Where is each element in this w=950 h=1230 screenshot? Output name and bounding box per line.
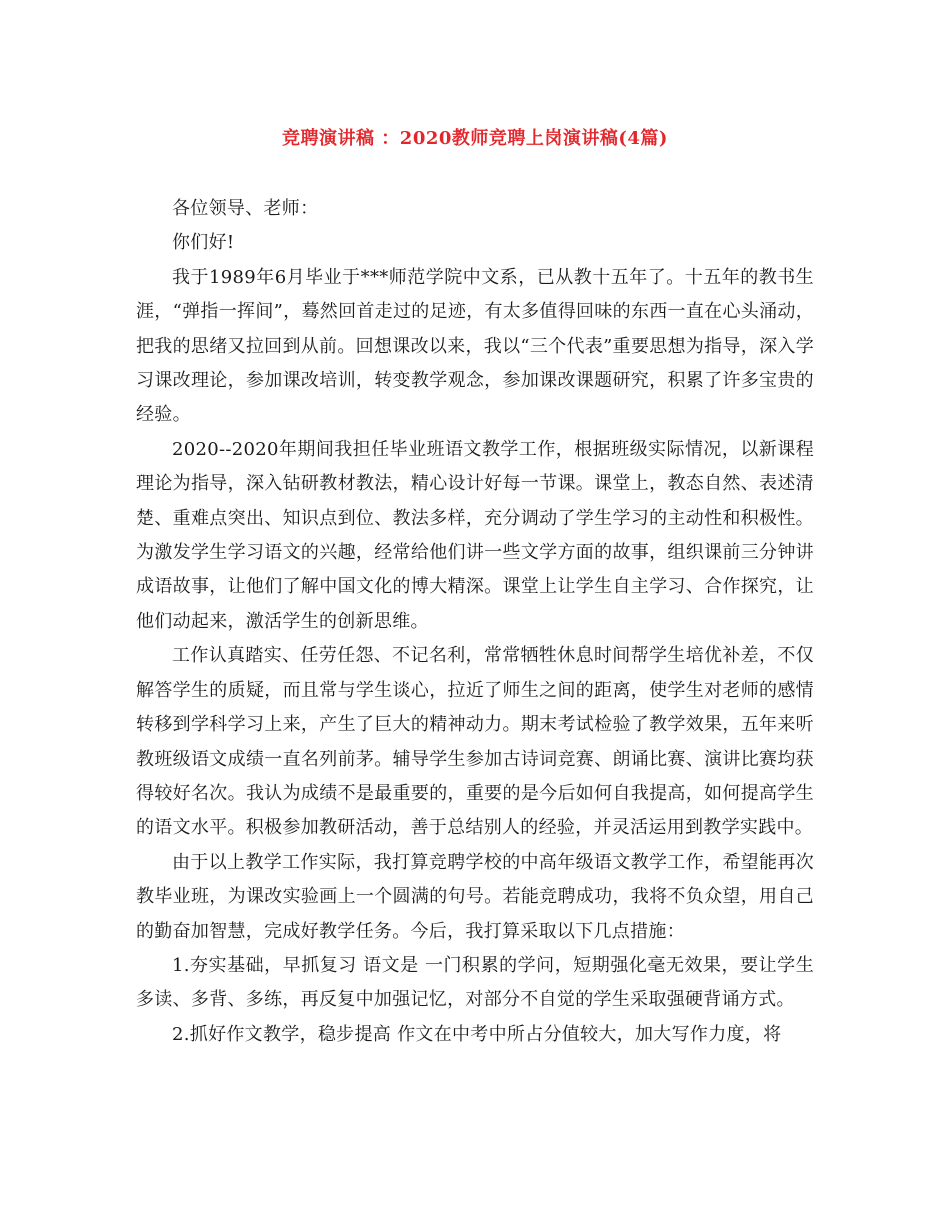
document-title: 竞聘演讲稿 ：2020教师竞聘上岗演讲稿(4篇) — [282, 128, 668, 149]
paragraph-goals: 由于以上教学工作实际，我打算竞聘学校的中高年级语文教学工作，希望能再次教毕业班，为课改实验画上一个圆满的句号。若能竞聘成功，我将不负众望，用自己的勤奋加智慧，完成好教学任务。今后，我打算采取以下几点措施： — [136, 851, 814, 942]
paragraph-measure-2: 2.抓好作文教学，稳步提高 作文在中考中所占分值较大，加大写作力度，将 — [172, 1023, 782, 1045]
document-body — [136, 192, 814, 1052]
paragraph-background: 我于1989年6月毕业于***师范学院中文系，已从教十五年了。十五年的教书生涯，“弹指一挥间”，蓦然回首走过的足迹，有太多值得回味的东西一直在心头涌动，把我的思绪又拉回到从前。回想课改以来，我以“三个代表”重要思想为指导，深入学习课改理论，参加课改培训，转变教学观念，参加课改课题研究，积累了许多宝贵的经验。 — [136, 266, 814, 426]
paragraph-hello: 你们好! — [172, 232, 235, 254]
paragraph-teaching-work: 2020--2020年期间我担任毕业班语文教学工作，根据班级实际情况，以新课程理论为指导，深入钻研教材教法，精心设计好每一节课。课堂上，教态自然、表述清楚、重难点突出、知识点到位、教法多样，充分调动了学生学习的主动性和积极性。为激发学生学习语文的兴趣，经常给他们讲一些文学方面的故事，组织课前三分钟讲成语故事，让他们了解中国文化的博大精深。课堂上让学生自主学习、合作探究，让他们动起来，激活学生的创新思维。 — [136, 438, 814, 632]
paragraph-attitude: 工作认真踏实、任劳任怨、不记名利，常常牺牲休息时间帮学生培优补差，不仅解答学生的质疑，而且常与学生谈心，拉近了师生之间的距离，使学生对老师的感情转移到学科学习上来，产生了巨大的精神动力。期末考试检验了教学效果，五年来听教班级语文成绩一直名列前茅。辅导学生参加古诗词竞赛、朗诵比赛、演讲比赛均获得较好名次。我认为成绩不是最重要的，重要的是今后如何自我提高，如何提高学生的语文水平。积极参加教研活动，善于总结别人的经验，并灵活运用到教学实践中。 — [136, 645, 814, 839]
paragraph-measure-1: 1.夯实基础，早抓复习 语文是 一门积累的学问，短期强化毫无效果，要让学生多读、多背、多练，再反复中加强记忆，对部分不自觉的学生采取强硬背诵方式。 — [136, 954, 814, 1011]
paragraph-greeting: 各位领导、老师： — [172, 198, 319, 219]
